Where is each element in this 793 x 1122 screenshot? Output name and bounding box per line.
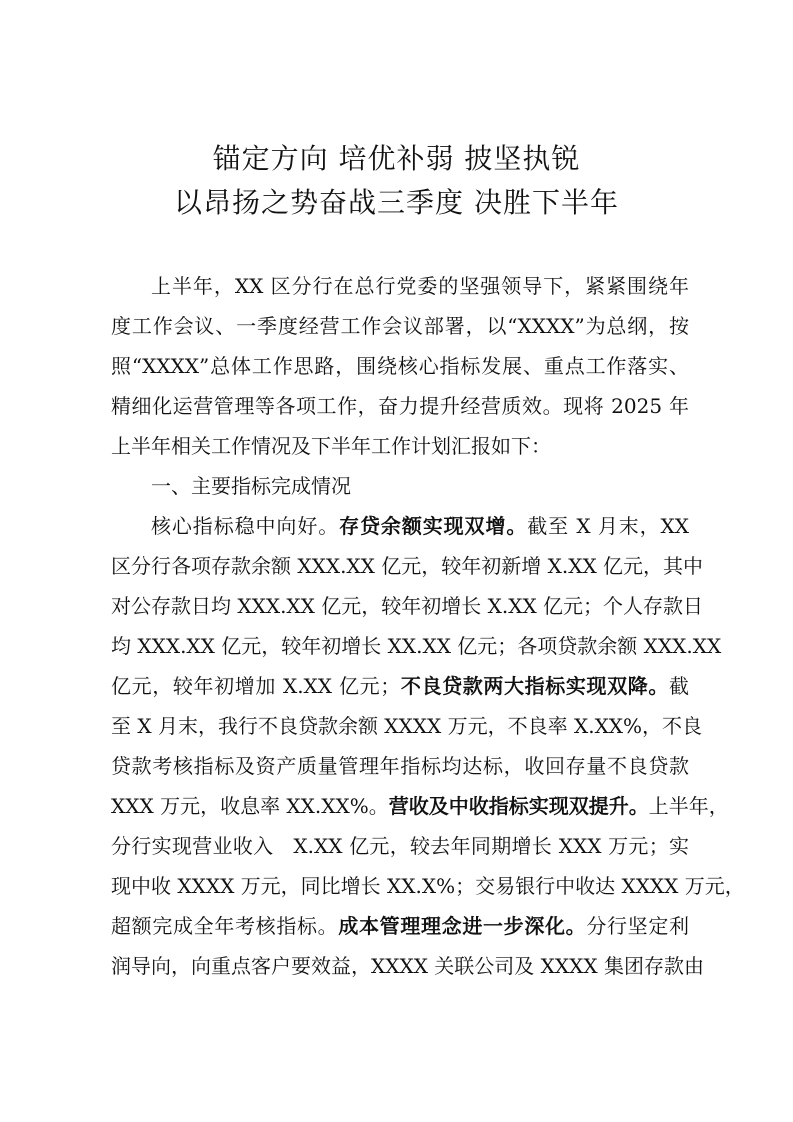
paragraph-line: 贷款考核指标及资产质量管理年指标均达标，收回存量不良贷款 <box>111 754 689 778</box>
indicators-paragraph <box>111 506 745 986</box>
bold-highlight: 不良贷款两大指标实现双降。 <box>400 674 669 698</box>
paragraph-line: 照“XXXX”总体工作思路，围绕核心指标发展、重点工作落实、 <box>111 354 689 378</box>
paragraph-line <box>111 906 689 946</box>
paragraph-line: 区分行各项存款余额 XXX.XX 亿元，较年初新增 X.XX 亿元，其中 <box>111 554 704 578</box>
title-line-2: 以昂扬之势奋战三季度 决胜下半年 <box>174 186 619 219</box>
bold-highlight: 成本管理理念进一步深化。 <box>338 914 587 938</box>
section-heading: 一、主要指标完成情况 <box>151 474 351 498</box>
paragraph-line: 润导向，向重点客户要效益，XXXX 关联公司及 XXXX 集团存款由 <box>111 954 704 978</box>
text-run: X.XX 亿元，较去年同期增长 XXX 万元；实 <box>293 834 690 858</box>
paragraph-line: 精细化运营管理等各项工作，奋力提升经营质效。现将 2025 年 <box>111 394 689 418</box>
text-run: 上半年， <box>648 794 729 818</box>
paragraph-line: 度工作会议、一季度经营工作会议部署，以“XXXX”为总纲，按 <box>111 314 689 338</box>
paragraph-line: 现中收 XXXX 万元，同比增长 XX.X%；交易银行中收达 XXXX 万元， <box>111 874 745 898</box>
paragraph-line <box>111 666 689 706</box>
bold-highlight: 营收及中收指标实现双提升。 <box>388 794 649 818</box>
lead-sentence: 核心指标稳中向好。 <box>151 514 340 538</box>
paragraph-line: 上半年，XX 区分行在总行党委的坚强领导下，紧紧围绕年 <box>151 274 689 298</box>
text-run: XXX 万元，收息率 XX.XX%。 <box>111 794 389 818</box>
paragraph-line: 均 XXX.XX 亿元，较年初增长 XX.XX 亿元；各项贷款余额 XXX.XX <box>111 634 722 658</box>
paragraph-line <box>111 826 689 866</box>
paragraph-line: 至 X 月末，我行不良贷款余额 XXXX 万元，不良率 X.XX%，不良 <box>111 714 703 738</box>
intro-paragraph <box>111 266 689 466</box>
text-run: 截 <box>669 674 689 698</box>
paragraph-line <box>111 786 729 826</box>
title-line-1: 锚定方向 培优补弱 披坚执锐 <box>212 142 581 175</box>
document-body <box>111 266 745 986</box>
paragraph-line: 对公存款日均 XXX.XX 亿元，较年初增长 X.XX 亿元；个人存款日 <box>111 594 704 618</box>
document-title <box>0 137 793 225</box>
text-run: 分行实现营业收入 <box>111 834 274 858</box>
text-run: 超额完成全年考核指标。 <box>111 914 339 938</box>
bold-highlight: 存贷余额实现双增。 <box>339 514 528 538</box>
paragraph-line <box>111 506 689 546</box>
text-run: 截至 X 月末，XX <box>527 514 689 538</box>
text-run: 亿元，较年初增加 X.XX 亿元； <box>111 674 401 698</box>
text-run: 分行坚定利 <box>586 914 690 938</box>
paragraph-line: 上半年相关工作情况及下半年工作计划汇报如下： <box>111 434 551 458</box>
